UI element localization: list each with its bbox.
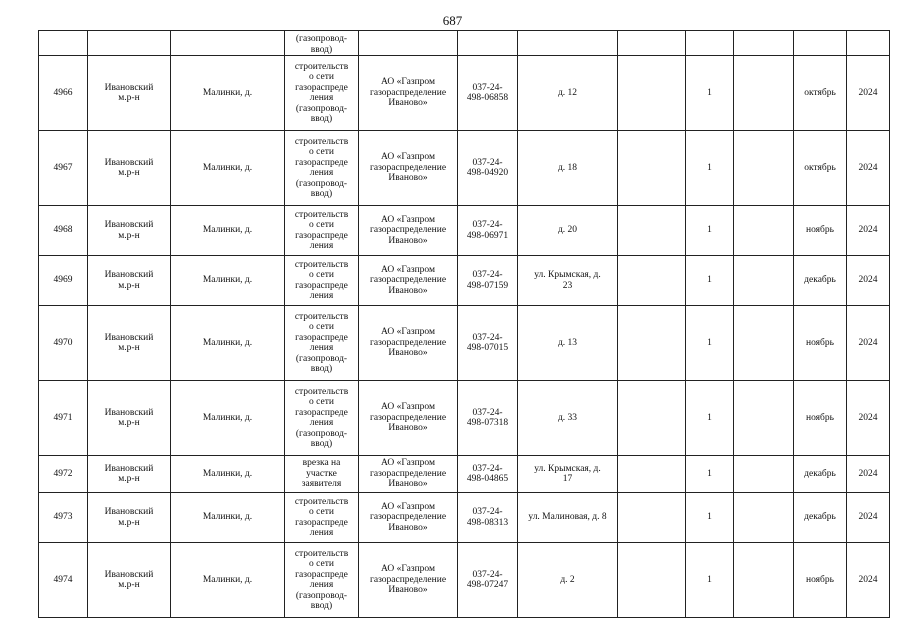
cell-num: 4968 (39, 206, 88, 256)
cell-work: строительств о сети газораспреде ления (285, 206, 359, 256)
cell-col8 (618, 31, 686, 56)
cell-code: 037-24- 498-07318 (458, 381, 518, 456)
cell-count: 1 (686, 256, 734, 306)
cell-num: 4972 (39, 456, 88, 493)
table-body (39, 31, 890, 618)
registry-table (38, 30, 890, 618)
cell-year: 2024 (847, 256, 890, 306)
cell-col10 (734, 56, 794, 131)
table-row (39, 56, 890, 131)
cell-code: 037-24- 498-08313 (458, 493, 518, 543)
cell-col8 (618, 131, 686, 206)
cell-year: 2024 (847, 543, 890, 618)
cell-work: строительств о сети газораспреде ления (газопровод- ввод) (285, 131, 359, 206)
cell-col10 (734, 381, 794, 456)
cell-year: 2024 (847, 56, 890, 131)
cell-district: Ивановский м.р-н (88, 131, 171, 206)
cell-locality: Малинки, д. (171, 131, 285, 206)
cell-count: 1 (686, 206, 734, 256)
table-row (39, 206, 890, 256)
cell-district: Ивановский м.р-н (88, 206, 171, 256)
cell-col8 (618, 493, 686, 543)
cell-col10 (734, 31, 794, 56)
cell-month: октябрь (794, 131, 847, 206)
cell-district: Ивановский м.р-н (88, 306, 171, 381)
cell-num: 4967 (39, 131, 88, 206)
cell-org: АО «Газпром газораспределение Иваново» (359, 131, 458, 206)
table-row (39, 306, 890, 381)
cell-org: АО «Газпром газораспределение Иваново» (359, 543, 458, 618)
cell-locality: Малинки, д. (171, 306, 285, 381)
cell-year: 2024 (847, 493, 890, 543)
cell-col10 (734, 493, 794, 543)
cell-col10 (734, 306, 794, 381)
cell-num: 4971 (39, 381, 88, 456)
cell-col10 (734, 256, 794, 306)
cell-count: 1 (686, 381, 734, 456)
cell-org: АО «Газпром газораспределение Иваново» (359, 56, 458, 131)
cell-month (794, 31, 847, 56)
cell-work: (газопровод- ввод) (285, 31, 359, 56)
page-number: 687 (442, 13, 463, 28)
cell-address: д. 13 (518, 306, 618, 381)
cell-col10 (734, 131, 794, 206)
cell-district: Ивановский м.р-н (88, 256, 171, 306)
cell-col8 (618, 381, 686, 456)
cell-locality: Малинки, д. (171, 456, 285, 493)
table-row (39, 131, 890, 206)
cell-code (458, 31, 518, 56)
cell-district: Ивановский м.р-н (88, 456, 171, 493)
cell-address: д. 18 (518, 131, 618, 206)
table-row (39, 493, 890, 543)
cell-org: АО «Газпром газораспределение Иваново» (359, 381, 458, 456)
cell-code: 037-24- 498-07159 (458, 256, 518, 306)
cell-month: декабрь (794, 493, 847, 543)
cell-year (847, 31, 890, 56)
cell-code: 037-24- 498-04920 (458, 131, 518, 206)
cell-address (518, 31, 618, 56)
cell-org (359, 31, 458, 56)
cell-month: ноябрь (794, 381, 847, 456)
cell-locality (171, 31, 285, 56)
cell-count: 1 (686, 56, 734, 131)
cell-locality: Малинки, д. (171, 543, 285, 618)
cell-code: 037-24- 498-06858 (458, 56, 518, 131)
cell-count: 1 (686, 456, 734, 493)
cell-work: строительств о сети газораспреде ления (газопровод- ввод) (285, 543, 359, 618)
cell-year: 2024 (847, 206, 890, 256)
cell-address: д. 33 (518, 381, 618, 456)
cell-month: ноябрь (794, 306, 847, 381)
cell-col8 (618, 256, 686, 306)
cell-col8 (618, 206, 686, 256)
cell-code: 037-24- 498-06971 (458, 206, 518, 256)
cell-col10 (734, 456, 794, 493)
cell-num: 4970 (39, 306, 88, 381)
cell-locality: Малинки, д. (171, 493, 285, 543)
cell-address: ул. Крымская, д. 17 (518, 456, 618, 493)
cell-num: 4969 (39, 256, 88, 306)
cell-address: ул. Крымская, д. 23 (518, 256, 618, 306)
cell-locality: Малинки, д. (171, 256, 285, 306)
cell-col8 (618, 306, 686, 381)
cell-col10 (734, 206, 794, 256)
cell-org: АО «Газпром газораспределение Иваново» (359, 206, 458, 256)
cell-month: декабрь (794, 456, 847, 493)
cell-year: 2024 (847, 306, 890, 381)
cell-year: 2024 (847, 381, 890, 456)
table-row-continuation (39, 31, 890, 56)
cell-org: АО «Газпром газораспределение Иваново» (359, 456, 458, 493)
cell-code: 037-24- 498-04865 (458, 456, 518, 493)
cell-district (88, 31, 171, 56)
cell-district: Ивановский м.р-н (88, 543, 171, 618)
cell-address: д. 2 (518, 543, 618, 618)
cell-count: 1 (686, 543, 734, 618)
cell-address: д. 12 (518, 56, 618, 131)
table-row (39, 256, 890, 306)
cell-col8 (618, 543, 686, 618)
cell-district: Ивановский м.р-н (88, 56, 171, 131)
cell-month: октябрь (794, 56, 847, 131)
cell-address: д. 20 (518, 206, 618, 256)
cell-address: ул. Малиновая, д. 8 (518, 493, 618, 543)
cell-org: АО «Газпром газораспределение Иваново» (359, 256, 458, 306)
cell-month: ноябрь (794, 543, 847, 618)
cell-col8 (618, 456, 686, 493)
cell-org: АО «Газпром газораспределение Иваново» (359, 493, 458, 543)
cell-district: Ивановский м.р-н (88, 493, 171, 543)
cell-code: 037-24- 498-07247 (458, 543, 518, 618)
cell-locality: Малинки, д. (171, 56, 285, 131)
cell-count: 1 (686, 131, 734, 206)
cell-col8 (618, 56, 686, 131)
cell-num: 4973 (39, 493, 88, 543)
cell-work: строительств о сети газораспреде ления (газопровод- ввод) (285, 306, 359, 381)
cell-locality: Малинки, д. (171, 206, 285, 256)
cell-month: ноябрь (794, 206, 847, 256)
cell-org: АО «Газпром газораспределение Иваново» (359, 306, 458, 381)
cell-year: 2024 (847, 456, 890, 493)
cell-count: 1 (686, 306, 734, 381)
cell-district: Ивановский м.р-н (88, 381, 171, 456)
cell-work: строительств о сети газораспреде ления (газопровод- ввод) (285, 381, 359, 456)
cell-num: 4974 (39, 543, 88, 618)
cell-count (686, 31, 734, 56)
cell-num (39, 31, 88, 56)
cell-col10 (734, 543, 794, 618)
cell-num: 4966 (39, 56, 88, 131)
cell-locality: Малинки, д. (171, 381, 285, 456)
table-row (39, 456, 890, 493)
cell-count: 1 (686, 493, 734, 543)
cell-work: строительств о сети газораспреде ления (285, 493, 359, 543)
cell-work: строительств о сети газораспреде ления (газопровод- ввод) (285, 56, 359, 131)
cell-work: строительств о сети газораспреде ления (285, 256, 359, 306)
table-row (39, 543, 890, 618)
cell-work: врезка на участке заявителя (285, 456, 359, 493)
cell-code: 037-24- 498-07015 (458, 306, 518, 381)
cell-month: декабрь (794, 256, 847, 306)
cell-year: 2024 (847, 131, 890, 206)
table-row (39, 381, 890, 456)
